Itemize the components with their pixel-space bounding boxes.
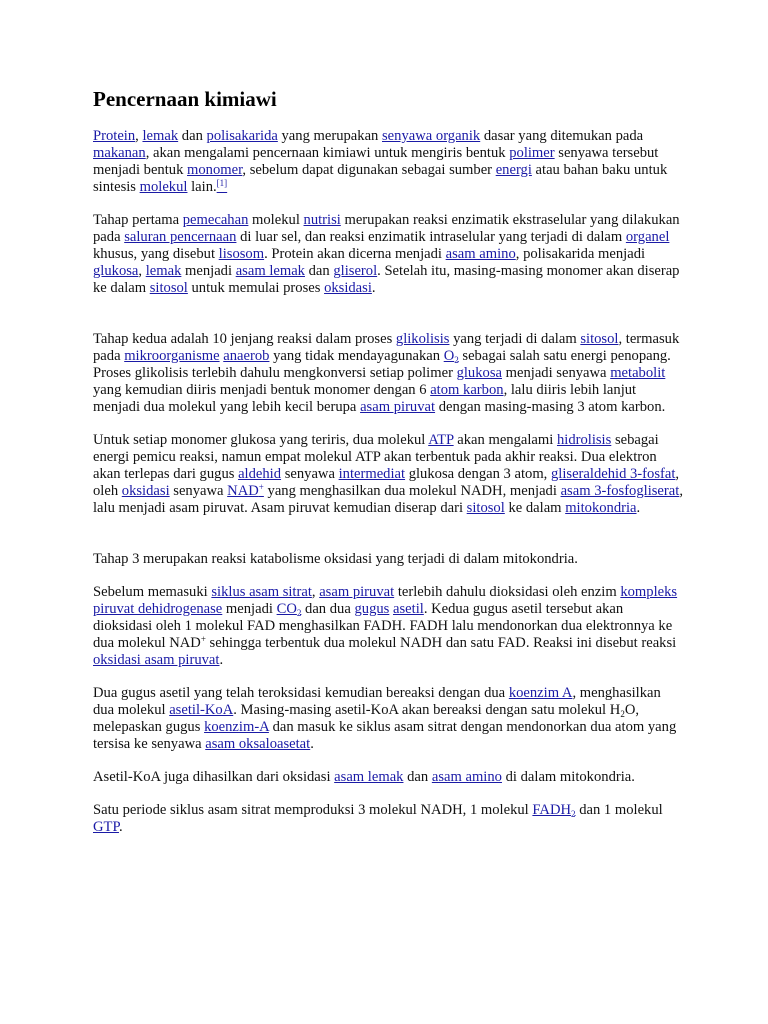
text-run: terlebih dahulu dioksidasi oleh enzim bbox=[394, 584, 621, 600]
inline-link[interactable]: glukosa bbox=[456, 365, 502, 381]
text-run: ke dalam bbox=[504, 500, 566, 516]
inline-link[interactable]: anaerob bbox=[223, 348, 270, 364]
text-run: . Masing-masing asetil-KoA akan bereaksi dengan satu molekul H bbox=[233, 702, 621, 718]
text-run: , bbox=[135, 128, 143, 144]
text-run: yang menghasilkan dua molekul NADH, menjadi bbox=[263, 483, 561, 499]
text-run: , polisakarida menjadi bbox=[515, 246, 646, 262]
inline-link[interactable]: lemak bbox=[145, 263, 182, 279]
inline-link[interactable]: gugus bbox=[354, 601, 390, 617]
text-run: . bbox=[371, 280, 376, 296]
inline-link[interactable]: gliseraldehid 3-fosfat bbox=[550, 466, 676, 482]
inline-link[interactable]: asam piruvat bbox=[319, 584, 395, 600]
text-run: dasar yang ditemukan pada bbox=[480, 128, 644, 144]
text-run: di luar sel, dan reaksi enzimatik intraselular yang terjadi di dalam bbox=[236, 229, 626, 245]
text-run: . Protein akan dicerna menjadi bbox=[264, 246, 446, 262]
inline-link[interactable]: koenzim-A bbox=[204, 719, 269, 735]
inline-link[interactable]: hidrolisis bbox=[556, 432, 612, 448]
inline-link[interactable]: NAD bbox=[227, 483, 259, 499]
text-run: akan mengalami bbox=[453, 432, 557, 448]
inline-link[interactable]: mikroorganisme bbox=[124, 348, 220, 364]
text-run: dan bbox=[403, 769, 432, 785]
text-run: , lalu menjadi asam piruvat. Asam piruvat kemudian diserap dari bbox=[93, 483, 683, 516]
inline-link[interactable]: nutrisi bbox=[303, 212, 341, 228]
text-run: atau bahan baku untuk sintesis bbox=[93, 162, 668, 195]
text-run: yang terjadi di dalam bbox=[449, 331, 581, 347]
text-run: , akan mengalami pencernaan kimiawi untuk mengiris bentuk bbox=[145, 145, 510, 161]
text-run: yang kemudian diiris menjadi bentuk monomer dengan 6 bbox=[93, 382, 431, 398]
inline-link[interactable]: Protein bbox=[93, 128, 136, 144]
text-run: Dua gugus asetil yang telah teroksidasi kemudian bereaksi dengan dua bbox=[93, 685, 509, 701]
text-run: , menghasilkan dua molekul bbox=[93, 685, 661, 718]
inline-link[interactable]: sitosol bbox=[466, 500, 505, 516]
inline-link[interactable]: intermediat bbox=[338, 466, 406, 482]
text-run: Tahap kedua adalah 10 jenjang reaksi dalam proses bbox=[93, 331, 396, 347]
text-run: dan bbox=[304, 263, 334, 279]
inline-link[interactable]: saluran pencernaan bbox=[124, 229, 237, 245]
text-run: glukosa dengan 3 atom, bbox=[405, 466, 551, 482]
inline-link[interactable]: FADH bbox=[532, 802, 572, 818]
text-run: , bbox=[311, 584, 320, 600]
inline-link[interactable]: + bbox=[258, 482, 264, 492]
text-run: , lalu diiris lebih lanjut menjadi dua molekul yang lebih kecil berupa bbox=[93, 382, 637, 415]
text-run: sebagai energi pemicu reaksi, namun empat molekul ATP akan terbentuk pada akhir reaksi. Dua elektron akan terlepas dari gugus bbox=[93, 432, 659, 482]
text-run: senyawa bbox=[281, 466, 339, 482]
text-run: , oleh bbox=[93, 466, 680, 499]
inline-link[interactable]: CO bbox=[276, 601, 297, 617]
text-run: untuk memulai proses bbox=[187, 280, 325, 296]
text-run: dan dua bbox=[301, 601, 355, 617]
text-run: lain. bbox=[187, 179, 217, 195]
inline-link[interactable]: sitosol bbox=[580, 331, 619, 347]
text-run: Untuk setiap monomer glukosa yang teriris, dua molekul bbox=[93, 432, 429, 448]
inline-link[interactable]: asetil bbox=[393, 601, 424, 617]
inline-link[interactable]: molekul bbox=[139, 179, 188, 195]
paragraph bbox=[93, 685, 683, 753]
inline-link[interactable]: ATP bbox=[428, 432, 454, 448]
text-run: , bbox=[138, 263, 146, 279]
paragraph bbox=[93, 584, 683, 669]
inline-link[interactable]: oksidasi asam piruvat bbox=[93, 652, 220, 668]
inline-link[interactable]: O bbox=[443, 348, 455, 364]
inline-link[interactable]: lisosom bbox=[218, 246, 265, 262]
text-run: O, melepaskan gugus bbox=[93, 702, 640, 735]
inline-link[interactable]: aldehid bbox=[238, 466, 282, 482]
paragraph bbox=[93, 551, 683, 568]
paragraph bbox=[93, 432, 683, 517]
inline-link[interactable]: makanan bbox=[93, 145, 146, 161]
text-run: Satu periode siklus asam sitrat memproduksi 3 molekul NADH, 1 molekul bbox=[93, 802, 533, 818]
text-run: sehingga terbentuk dua molekul NADH dan satu FAD. Reaksi ini disebut reaksi bbox=[205, 635, 677, 651]
text-run: menjadi bbox=[181, 263, 236, 279]
text-run: , sebelum dapat digunakan sebagai sumber bbox=[242, 162, 496, 178]
inline-link[interactable]: siklus asam sitrat bbox=[211, 584, 312, 600]
inline-link[interactable]: sitosol bbox=[149, 280, 188, 296]
text-run: . bbox=[118, 819, 123, 835]
text-run: molekul bbox=[248, 212, 304, 228]
text-run: . Setelah itu, masing-masing monomer akan diserap ke dalam bbox=[93, 263, 680, 296]
inline-link[interactable]: glikolisis bbox=[395, 331, 450, 347]
inline-link[interactable]: energi bbox=[495, 162, 532, 178]
article bbox=[93, 86, 683, 852]
inline-link[interactable]: polisakarida bbox=[206, 128, 278, 144]
text-run: di dalam mitokondria. bbox=[501, 769, 635, 785]
inline-link[interactable]: pemecahan bbox=[182, 212, 249, 228]
text-run: Sebelum memasuki bbox=[93, 584, 212, 600]
paragraph bbox=[93, 802, 683, 836]
text-run: . bbox=[219, 652, 224, 668]
text-run: senyawa bbox=[169, 483, 228, 499]
text-run: menjadi senyawa bbox=[501, 365, 611, 381]
text-run: dan masuk ke siklus asam sitrat dengan mendonorkan dua atom yang tersisa ke senyawa bbox=[93, 719, 677, 752]
paragraph bbox=[93, 212, 683, 297]
inline-link[interactable]: asam piruvat bbox=[360, 399, 436, 415]
article-body bbox=[93, 128, 683, 836]
text-run: , termasuk pada bbox=[93, 331, 680, 364]
text-run: . bbox=[310, 736, 314, 752]
paragraph bbox=[93, 128, 683, 196]
inline-link[interactable]: senyawa organik bbox=[382, 128, 481, 144]
inline-link[interactable]: asam lemak bbox=[235, 263, 305, 279]
inline-link[interactable]: asam amino bbox=[445, 246, 516, 262]
text-run: 2 bbox=[620, 709, 625, 719]
inline-link[interactable]: asam lemak bbox=[334, 769, 404, 785]
inline-link[interactable]: oksidasi bbox=[121, 483, 170, 499]
inline-link[interactable]: GTP bbox=[93, 819, 119, 835]
inline-link[interactable]: organel bbox=[625, 229, 670, 245]
inline-link[interactable]: 2 bbox=[296, 608, 302, 618]
text-run: Tahap pertama bbox=[93, 212, 183, 228]
article-title: Pencernaan kimiawi bbox=[93, 87, 277, 111]
text-run: . Kedua gugus asetil tersebut akan dioksidasi oleh 1 molekul FAD menghasilkan FADH. FADH lalu mendonorkan dua elektronnya ke dua molekul NAD bbox=[93, 601, 673, 651]
text-run: dengan masing-masing 3 atom karbon. bbox=[435, 399, 666, 415]
inline-link[interactable]: oksidasi bbox=[324, 280, 372, 296]
inline-link[interactable]: monomer bbox=[187, 162, 243, 178]
inline-link[interactable]: polimer bbox=[509, 145, 555, 161]
text-run: Asetil-KoA juga dihasilkan dari oksidasi bbox=[93, 769, 335, 785]
inline-link[interactable]: 2 bbox=[454, 355, 459, 365]
paragraph bbox=[93, 769, 683, 786]
inline-link[interactable]: asam amino bbox=[431, 769, 502, 785]
text-run: menjadi bbox=[222, 601, 277, 617]
text-run: senyawa tersebut menjadi bentuk bbox=[93, 145, 659, 178]
inline-link[interactable]: lemak bbox=[142, 128, 179, 144]
text-run: + bbox=[200, 634, 206, 644]
text-run: yang tidak mendayagunakan bbox=[269, 348, 444, 364]
inline-link[interactable]: atom karbon bbox=[430, 382, 504, 398]
inline-link[interactable]: kompleks piruvat dehidrogenase bbox=[93, 584, 678, 617]
text-run: . bbox=[636, 500, 641, 516]
text-run: khusus, yang disebut bbox=[93, 246, 219, 262]
inline-link[interactable]: asetil-KoA bbox=[169, 702, 234, 718]
text-run: dan bbox=[178, 128, 207, 144]
inline-link[interactable]: 2 bbox=[571, 809, 576, 819]
inline-link[interactable]: metabolit bbox=[610, 365, 666, 381]
inline-link[interactable]: glukosa bbox=[93, 263, 139, 279]
inline-link[interactable]: koenzim A bbox=[508, 685, 573, 701]
inline-link[interactable]: gliserol bbox=[333, 263, 378, 279]
text-run: dan 1 molekul bbox=[575, 802, 663, 818]
text-run: yang merupakan bbox=[277, 128, 382, 144]
paragraph bbox=[93, 331, 683, 416]
inline-link[interactable]: asam oksaloasetat bbox=[205, 736, 311, 752]
text-run: sebagai salah satu energi penopang. Proses glikolisis terlebih dahulu mengkonversi setiap polimer bbox=[93, 348, 671, 381]
text-run: Tahap 3 merupakan reaksi katabolisme oksidasi yang terjadi di dalam mitokondria. bbox=[93, 551, 578, 567]
text-run: merupakan reaksi enzimatik ekstraselular yang dilakukan pada bbox=[93, 212, 680, 245]
inline-link[interactable]: asam 3-fosfogliserat bbox=[560, 483, 680, 499]
inline-link[interactable]: mitokondria bbox=[565, 500, 637, 516]
inline-link[interactable]: [1] bbox=[216, 178, 228, 188]
